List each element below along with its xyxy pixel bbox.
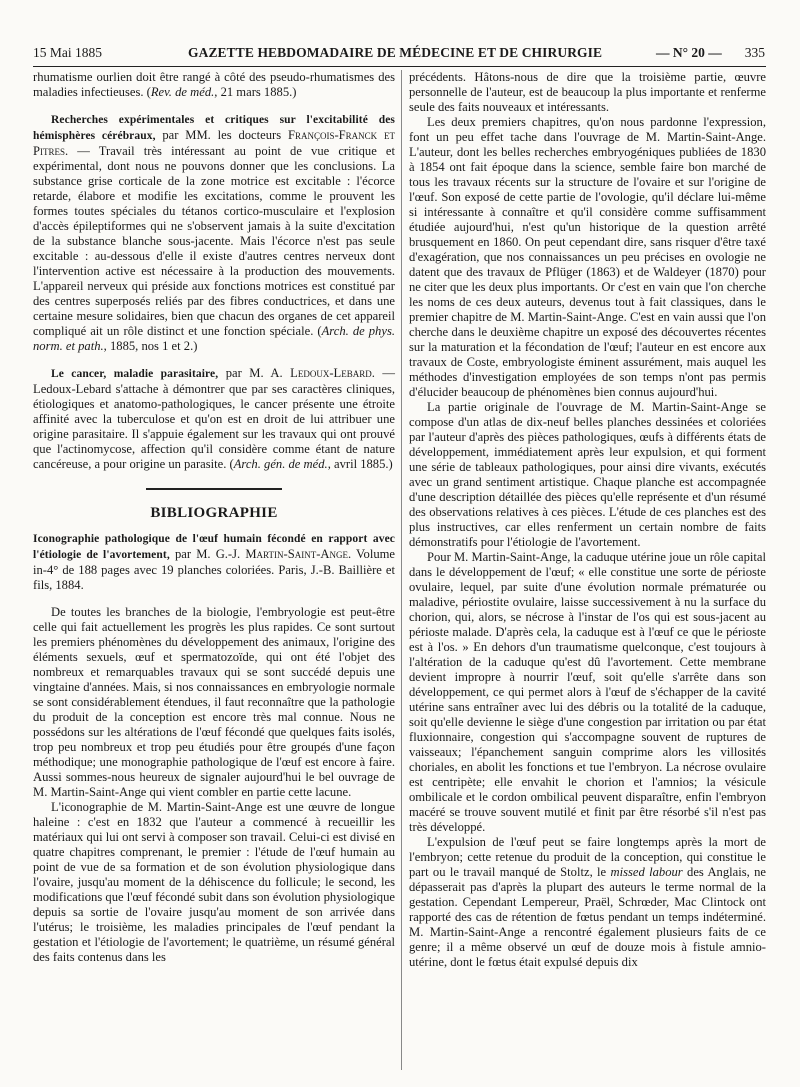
entry-authors: Martin-Saint-Ange. <box>245 547 352 561</box>
entry-title: Le cancer, maladie parasitaire, <box>51 368 219 380</box>
paragraph: L'expulsion de l'œuf peut se faire longtemps après la mort de l'embryon; cette retenue du produit de la conception, qui constitue le part ou le travail manqué de Stoltz, le missed labour des Anglais, ne dépasserait pas d'après la plupart des auteurs le terme normal de la gestation. Cependant Lempereur, Praël, Schrœder, Mac Clintock ont rapporté des cas de rétention de fœtus pendant un temps indéterminé. M. Martin-Saint-Ange a rencontré également plusieurs faits de ce genre; il a même observé un œuf de douze mois à fistule amnio-utérine, dont le fœtus était expulsé depuis dix <box>409 835 766 969</box>
entry-cancer-parasitic: Le cancer, maladie parasitaire, par M. A. Ledoux-Lebard. — Ledoux-Lebard s'attache à démontrer que par ses caractères cliniques, étiologiques et anatomo-pathologiques, le cancer présente une étroite affinité avec la tuberculose et qu'on est en droit de lui attribuer une origine parasitaire. Il s'appuie également sur les travaux qui ont prouvé que l'actinomycose, affection qu'il considère comme étant de nature cancéreuse, a pour origine un parasite. (Arch. gén. de méd., avril 1885.) <box>33 366 395 471</box>
header-date: 15 Mai 1885 <box>33 45 102 60</box>
paragraph: Les deux premiers chapitres, qu'on nous pardonne l'expression, font un peu effet tache dans l'ouvrage de M. Martin-Saint-Ange. L'auteur, dont les belles recherches embryogéniques publiées de 1830 à 1854 ont fait époque dans la science, semble faire bon marché de tous les travaux récents sur la structure de l'ovaire et sur l'origine de l'œuf. Son exposé de cette partie de l'ovologie, qu'il déclare lui-même si intéressante à connaître et qu'il considère comme suffisamment étudiée aujourd'hui, n'est qu'un historique de la question arrêté brusquement en 1860. On peut cependant dire, sans risquer d'être taxé d'exagération, que nos connaissances un peu précises en ovologie ne datent que des travaux de Pflüger (1863) et de Waldeyer (1870) pour ne citer que les deux plus importants. Or c'est en vain que l'on cherche les noms de ces deux auteurs, devenus tout à fait classiques, dans le premier chapitre de M. Martin-Saint-Ange. C'est en vain aussi que l'on cherche dans le deuxième chapitre un exposé des découvertes récentes sur la maturation et la fécondation de l'œuf; l'auteur en est encore aux travaux de Coste, embryologiste éminent assurément, mais auquel les méthodes d'investigation employées de son temps n'ont pas permis d'élucider beaucoup de phénomènes bien connus aujourd'hui. <box>409 115 766 399</box>
entry-cortical-excitability: Recherches expérimentales et critiques sur l'excitabilité des hémisphères cérébraux, par MM. les docteurs François-Franck et Pitres. — Travail très intéressant au point de vue critique et expérimental, dont nous ne pouvons donner que les conclusions. La substance grise corticale de la zone motrice est excitable : l'écorce retarde, élabore et modifie les excitations, comme le prouvent les formes toutes spéciales du tétanos cortico-musculaire et l'explosion d'accès épileptiformes qui ne s'observent jamais à la suite d'excitation de la substance blanche sous-jacente. Mais l'écorce n'est pas seule excitable : au-dessous d'elle il existe d'autres centres nerveux dont l'intervention active est nécessaire à la production des mouvements. L'appareil nerveux qui préside aux fonctions motrices est constitué par des centres superposés reliés par des fibres conductrices, et dans une certaine mesure solidaires, bien que chacun des organes de cet appareil compliqué ait un rôle distinct et une fonction spéciale. (Arch. de phys. norm. et path., 1885, nos 1 et 2.) <box>33 114 395 353</box>
paragraph: De toutes les branches de la biologie, l'embryologie est peut-être celle qui fait actuellement les progrès les plus rapides. Ce sont surtout les premiers phénomènes du développement des animaux, l'origine des éléments sexuels, œuf et spermatozoïde, qui ont été l'objet des nombreux et remarquables travaux qui se sont succédé depuis une vingtaine d'années. Mais, si nos connaissances en embryologie normale se sont considérablement étendues, il faut reconnaître que la pathologie du produit de la conception est encore très mal connue. Nous ne possédons sur les altérations de l'œuf fécondé que quelques faits isolés, trop peu nombreux et trop peu étudiés pour être groupés d'une façon méthodique; une monographie pathologique de l'œuf est encore à faire. Aussi sommes-nous heureux de signaler aujourd'hui le bel ouvrage de M. Martin-Saint-Ange qui vient combler en partie cette lacune. <box>33 605 395 799</box>
section-divider <box>146 488 282 490</box>
paragraph: Pour M. Martin-Saint-Ange, la caduque utérine joue un rôle capital dans le développement de l'œuf; « elle constitue une sorte de périoste ovulaire, lequel, par suite d'une évolution normale prématurée ou maladive, périostite ovulaire, laisse successivement à nu la surface du chorion, qui, alors, se nécrose à l'instar de l'os qui est sous-jacent au périoste malade. D'après cela, la caduque est à l'œuf ce que le périoste est à l'os. » En dehors d'un traumatisme quelconque, c'est toujours à l'altération de la caduque qu'est dû l'avortement. Cette membrane devient impropre à nourrir l'œuf, soit qu'elle s'arrête dans son développement, ce qui permet alors à l'œuf de s'échapper de la cavité utérine sans entraîner avec lui des débris ou la totalité de la caduque, soit qu'elle devienne le siège d'une congestion par irritation ou par état fluxionnaire, congestion qui s'accompagne souvent de ruptures de vaisseaux; l'épanchement sanguin comprime alors les villosités choriales, en abolit les fonctions et tue l'embryon. La nécrose ovulaire est centripète; elle envahit le chorion et l'amnios; la vésicule ombilicale et le cordon ombilical peuvent disparaître, enfin l'embryon macéré se trouve souvent mutilé et finit par être résorbé s'il n'est pas très développé. <box>409 550 766 834</box>
entry-authors: François-Franck et Pitres. <box>33 128 395 158</box>
left-paragraph-continuation: rhumatisme ourlien doit être rangé à côté des pseudo-rhumatismes des maladies infectieuses. (Rev. de méd., 21 mars 1885.) <box>33 70 395 99</box>
header-issue-number: — N° 20 — <box>656 45 722 60</box>
column-separator <box>401 70 402 1070</box>
header-rule <box>33 66 766 67</box>
header-title: GAZETTE HEBDOMADAIRE DE MÉDECINE ET DE CHIRURGIE <box>188 45 603 60</box>
paragraph: précédents. Hâtons-nous de dire que la troisième partie, œuvre personnelle de l'auteur, est de beaucoup la plus importante et renferme seule des faits nouveaux et intéressants. <box>409 70 766 114</box>
paragraph: L'iconographie de M. Martin-Saint-Ange est une œuvre de longue haleine : c'est en 1832 que l'auteur a commencé à recueillir les matériaux qui lui ont servi à composer son travail. Celui-ci est divisé en quatre chapitres comprenant, le premier : l'étude de l'œuf humain au point de vue de sa formation et de son évolution physiologique dans l'ovaire, jusqu'au moment de la déhiscence du follicule; le second, les modifications que l'œuf fécondé subit dans son évolution physiologique depuis sa sortie de l'ovaire jusqu'au moment de son arrivée dans l'utérus; le troisième, les maladies principales de l'œuf pendant la gestation et l'étiologie de l'avortement; le quatrième, un résumé général des faits contenus dans les <box>33 800 395 964</box>
paragraph: La partie originale de l'ouvrage de M. Martin-Saint-Ange se compose d'un atlas de dix-neuf belles planches dessinées et coloriées par l'auteur d'après des pièces pathologiques, œufs à différents états de développement, immédiatement après leur expulsion, et qui forment une série de tableaux pathologiques, pour ainsi dire vivants, exécutés avec un grand sentiment artistique. Chaque planche est accompagnée d'une description détaillée des pièces qu'elle représente et d'un résumé des observations relatives à ces pièces. L'étude de ces planches est des plus instructives, car elles renferment un certain nombre de faits démonstratifs pour l'étiologie de l'avortement. <box>409 400 766 549</box>
entry-title: Iconographie pathologique de l'œuf humain fécondé en rapport avec l'étiologie de l'avortement, <box>33 533 395 561</box>
page-header <box>33 45 765 65</box>
entry-iconographie: Iconographie pathologique de l'œuf humain fécondé en rapport avec l'étiologie de l'avortement, par M. G.-J. Martin-Saint-Ange. Volume in-4° de 188 pages avec 19 planches coloriées. Paris, J.-B. Baillière et fils, 1884. <box>33 533 396 592</box>
entry-title: Recherches expérimentales et critiques sur l'excitabilité des hémisphères cérébraux, <box>33 114 395 142</box>
header-page-number: 335 <box>744 45 765 60</box>
section-title-bibliographie: BIBLIOGRAPHIE <box>150 505 278 521</box>
right-column <box>409 70 766 970</box>
entry-authors: Ledoux-Lebard. <box>290 366 375 380</box>
left-column <box>33 70 395 965</box>
